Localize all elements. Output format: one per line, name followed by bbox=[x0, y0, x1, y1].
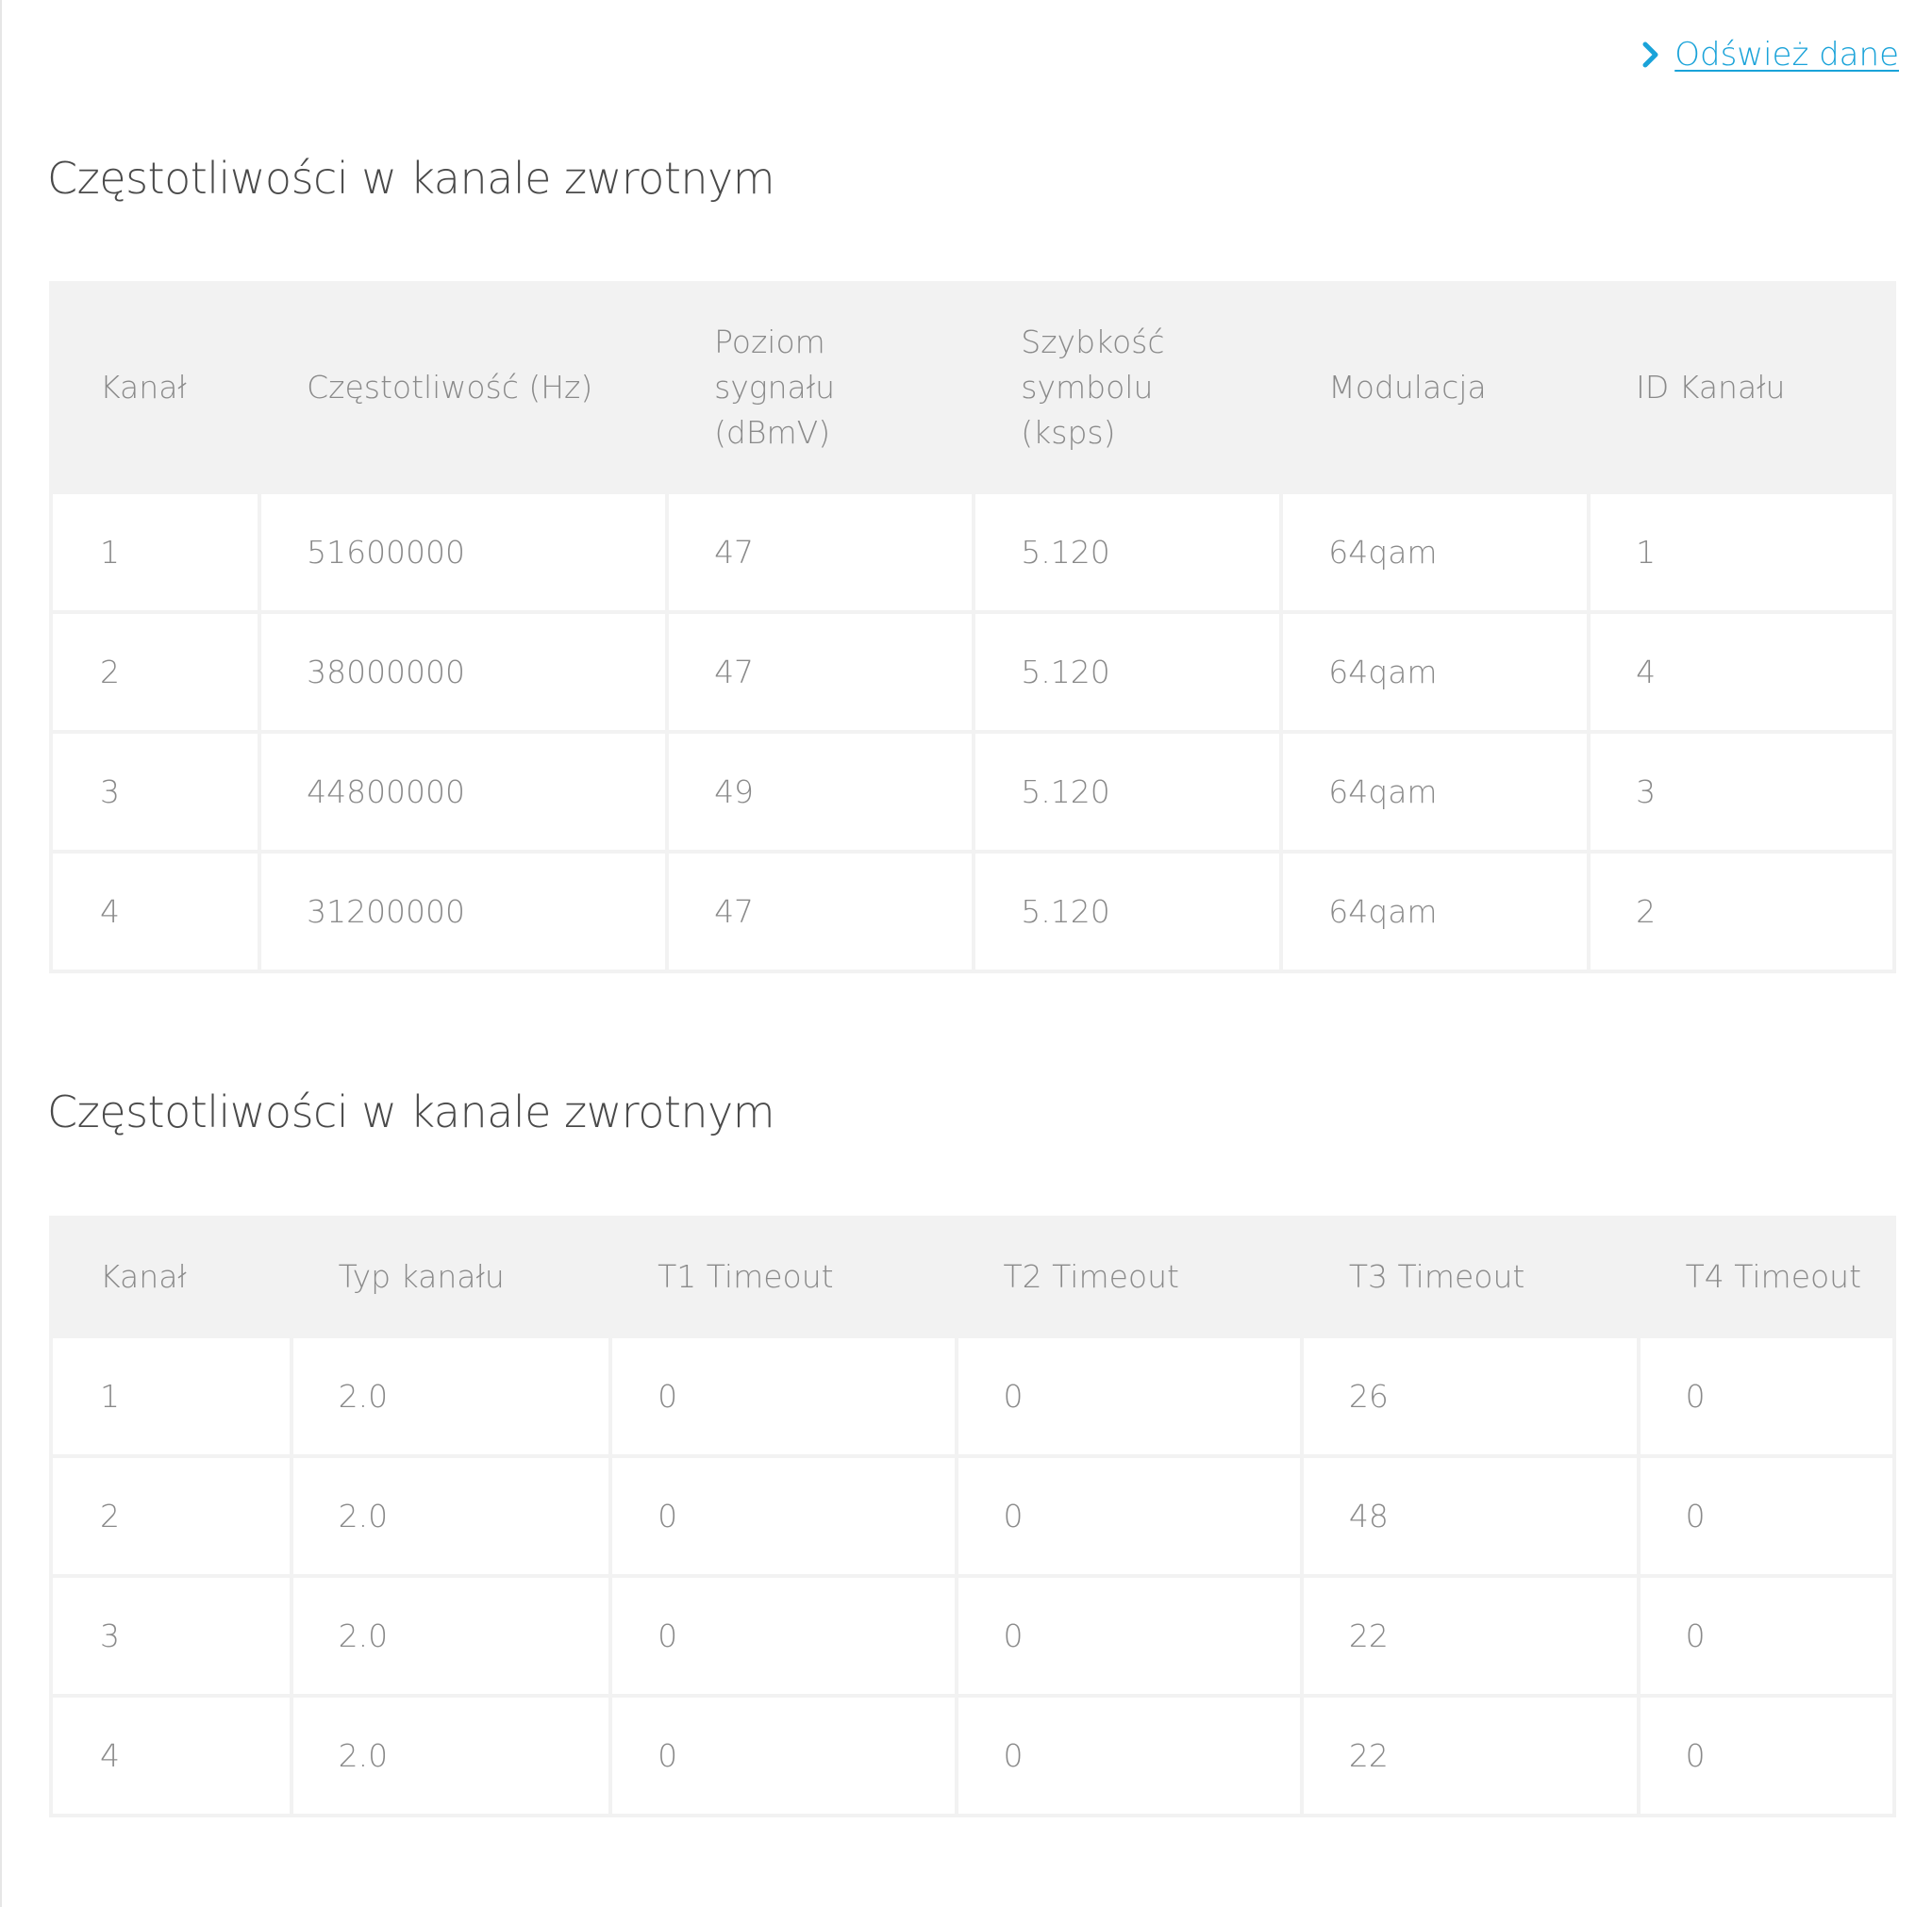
table-header-row bbox=[53, 285, 1892, 490]
table-cell: 49 bbox=[669, 734, 972, 850]
chevron-right-icon bbox=[1641, 41, 1661, 69]
table-cell: 4 bbox=[1591, 614, 1892, 730]
table-header-row bbox=[53, 1219, 1892, 1335]
table-row bbox=[53, 854, 1892, 970]
table-cell: 47 bbox=[669, 854, 972, 970]
column-header: T2 Timeout bbox=[958, 1219, 1300, 1335]
table-cell: 2 bbox=[1591, 854, 1892, 970]
upstream-section-title: Częstotliwości w kanale zwrotnym bbox=[47, 153, 775, 204]
table-cell: 38000000 bbox=[261, 614, 665, 730]
table-cell: 22 bbox=[1304, 1698, 1637, 1814]
table-row bbox=[53, 614, 1892, 730]
table-row bbox=[53, 734, 1892, 850]
table-cell: 0 bbox=[958, 1458, 1300, 1574]
table-cell: 26 bbox=[1304, 1338, 1637, 1454]
table-cell: 51600000 bbox=[261, 494, 665, 610]
column-header: Częstotliwość (Hz) bbox=[261, 285, 665, 490]
table-cell: 0 bbox=[1641, 1578, 1892, 1694]
table-cell: 2.0 bbox=[293, 1458, 609, 1574]
table-cell: 0 bbox=[958, 1338, 1300, 1454]
table-cell: 0 bbox=[612, 1698, 954, 1814]
table-cell: 2 bbox=[53, 614, 258, 730]
column-header: Typ kanału bbox=[293, 1219, 609, 1335]
column-header: Kanał bbox=[53, 1219, 290, 1335]
table-cell: 47 bbox=[669, 614, 972, 730]
table-cell: 64qam bbox=[1283, 734, 1587, 850]
table-cell: 2 bbox=[53, 1458, 290, 1574]
column-header: T1 Timeout bbox=[612, 1219, 954, 1335]
column-header: T4 Timeout bbox=[1641, 1219, 1892, 1335]
table-cell: 3 bbox=[1591, 734, 1892, 850]
upstream-table bbox=[49, 281, 1896, 973]
column-header: Poziom sygnału (dBmV) bbox=[669, 285, 972, 490]
table-row bbox=[53, 494, 1892, 610]
table-cell: 64qam bbox=[1283, 854, 1587, 970]
table-cell: 47 bbox=[669, 494, 972, 610]
refresh-link-label[interactable]: Odśwież dane bbox=[1674, 36, 1899, 74]
table-cell: 22 bbox=[1304, 1578, 1637, 1694]
table-cell: 1 bbox=[53, 1338, 290, 1454]
column-header: Kanał bbox=[53, 285, 258, 490]
timeouts-section-title: Częstotliwości w kanale zwrotnym bbox=[47, 1086, 775, 1137]
table-cell: 1 bbox=[53, 494, 258, 610]
table-cell: 2.0 bbox=[293, 1338, 609, 1454]
table-row bbox=[53, 1698, 1892, 1814]
table-cell: 3 bbox=[53, 734, 258, 850]
table-row bbox=[53, 1578, 1892, 1694]
table-cell: 48 bbox=[1304, 1458, 1637, 1574]
column-header: T3 Timeout bbox=[1304, 1219, 1637, 1335]
table-cell: 0 bbox=[958, 1578, 1300, 1694]
table-cell: 0 bbox=[612, 1338, 954, 1454]
page-left-border bbox=[0, 0, 2, 1907]
table-cell: 64qam bbox=[1283, 494, 1587, 610]
table-cell: 5.120 bbox=[975, 494, 1279, 610]
table-row bbox=[53, 1458, 1892, 1574]
table-cell: 31200000 bbox=[261, 854, 665, 970]
table-cell: 0 bbox=[612, 1578, 954, 1694]
table-cell: 44800000 bbox=[261, 734, 665, 850]
table-cell: 3 bbox=[53, 1578, 290, 1694]
table-cell: 5.120 bbox=[975, 614, 1279, 730]
column-header: Szybkość symbolu (ksps) bbox=[975, 285, 1279, 490]
refresh-link[interactable] bbox=[1641, 36, 1899, 74]
table-cell: 4 bbox=[53, 1698, 290, 1814]
timeouts-table bbox=[49, 1216, 1896, 1817]
table-cell: 0 bbox=[612, 1458, 954, 1574]
table-cell: 0 bbox=[1641, 1698, 1892, 1814]
column-header: Modulacja bbox=[1283, 285, 1587, 490]
table-row bbox=[53, 1338, 1892, 1454]
column-header: ID Kanału bbox=[1591, 285, 1892, 490]
table-cell: 2.0 bbox=[293, 1698, 609, 1814]
table-cell: 5.120 bbox=[975, 854, 1279, 970]
table-cell: 0 bbox=[1641, 1458, 1892, 1574]
table-cell: 4 bbox=[53, 854, 258, 970]
table-cell: 64qam bbox=[1283, 614, 1587, 730]
table-cell: 1 bbox=[1591, 494, 1892, 610]
table-cell: 2.0 bbox=[293, 1578, 609, 1694]
table-cell: 5.120 bbox=[975, 734, 1279, 850]
table-cell: 0 bbox=[1641, 1338, 1892, 1454]
table-cell: 0 bbox=[958, 1698, 1300, 1814]
